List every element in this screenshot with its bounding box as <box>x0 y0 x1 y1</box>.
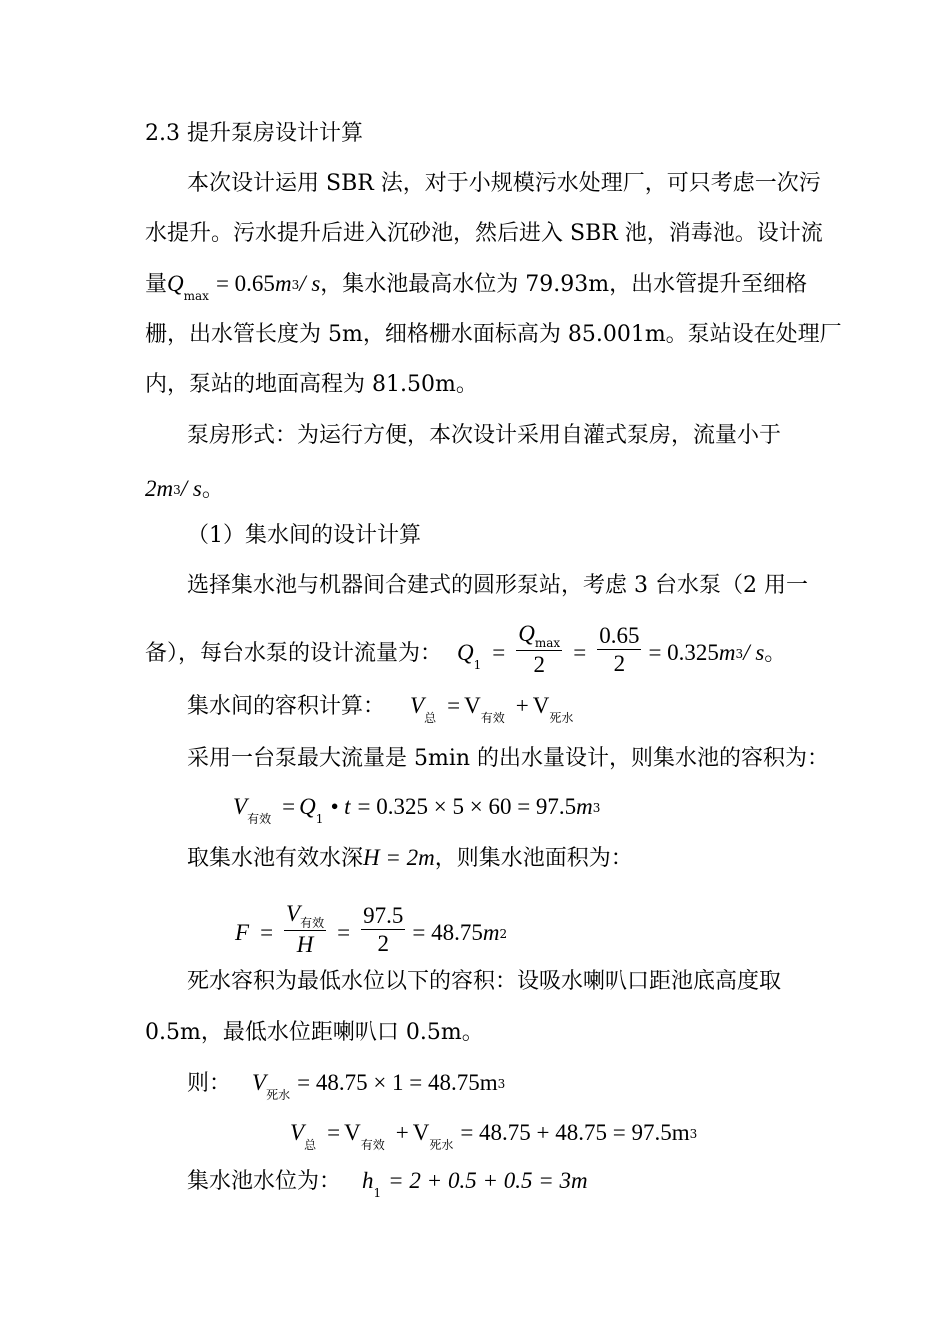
equation <box>187 1068 505 1101</box>
math-unit: m <box>274 271 292 296</box>
math-operator: + <box>515 693 529 718</box>
text: 集水池水位为： <box>187 1169 342 1194</box>
math-symbol: V <box>344 1120 361 1145</box>
math-subscript: 死水 <box>266 1088 291 1102</box>
text: 。 <box>764 641 787 666</box>
math-operator: = <box>337 920 351 945</box>
fraction-denominator: 2 <box>377 930 389 956</box>
math-symbol: Q <box>167 271 184 296</box>
math-symbol: V <box>532 693 550 718</box>
fraction-denominator: H <box>296 932 314 957</box>
math-symbol: Q <box>457 640 474 665</box>
subsection-heading: （1）集水间的设计计算 <box>187 523 421 548</box>
math-symbol: V <box>464 693 481 718</box>
section-heading: 2.3 提升泵房设计计算 <box>145 121 363 146</box>
math-symbol: V <box>233 794 248 819</box>
math-unit: / s <box>743 640 765 665</box>
math-symbol: V <box>252 1070 267 1095</box>
text: 。 <box>201 477 224 502</box>
math-superscript: 3 <box>173 483 181 497</box>
math-expression: • t <box>330 794 351 819</box>
math-subscript: max <box>183 289 209 303</box>
fraction <box>284 901 326 959</box>
math-subscript: 1 <box>315 812 324 826</box>
math-superscript: 3 <box>497 1077 506 1091</box>
paragraph-line: 死水容积为最低水位以下的容积：设吸水喇叭口距池底高度取 <box>187 969 782 994</box>
equation <box>187 1166 588 1199</box>
math-unit: / s <box>299 271 321 296</box>
text: ，则集水池面积为： <box>434 846 633 871</box>
math-expression: = 48.75 × 1 = 48.75m <box>297 1070 498 1095</box>
math-expression: = 2 + 0.5 + 0.5 = 3m <box>388 1168 588 1193</box>
paragraph-line-with-math <box>145 474 224 507</box>
math-subscript: max <box>534 636 561 650</box>
equation <box>233 792 600 825</box>
text: ，集水池最高水位为 79.93m，出水管提升至细格 <box>320 272 808 297</box>
math-subscript: 有效 <box>360 1138 385 1152</box>
math-superscript: 3 <box>735 647 744 661</box>
math-symbol: V <box>290 1120 305 1145</box>
fraction-numerator: 97.5 <box>363 902 404 928</box>
math-subscript: 总 <box>424 711 437 725</box>
math-symbol: h <box>362 1168 374 1193</box>
text: 量 <box>145 272 168 297</box>
math-subscript: 有效 <box>300 916 325 930</box>
math-operator: = <box>260 920 274 945</box>
paragraph-line-with-math <box>145 621 787 683</box>
paragraph-line-with-math <box>145 269 807 302</box>
paragraph-line-with-math <box>187 691 573 724</box>
math-expression: = 48.75 + 48.75 = 97.5m <box>460 1120 690 1145</box>
math-subscript: 死水 <box>429 1138 454 1152</box>
math-operator: + <box>395 1120 409 1145</box>
math-unit: / s <box>180 476 202 501</box>
paragraph-line: 本次设计运用 SBR 法，对于小规模污水处理厂，可只考虑一次污 <box>187 171 821 196</box>
math-subscript: 死水 <box>549 711 574 725</box>
math-superscript: 3 <box>291 278 300 292</box>
math-symbol: V <box>410 693 425 718</box>
math-subscript: 有效 <box>480 711 505 725</box>
math-value: = 0.325 <box>648 640 719 665</box>
math-symbol: V <box>412 1120 430 1145</box>
fraction <box>361 903 405 958</box>
text: 则： <box>187 1071 232 1096</box>
paragraph-line: 0.5m，最低水位距喇叭口 0.5m。 <box>145 1020 484 1045</box>
paragraph-line: 栅，出水管长度为 5m，细格栅水面标高为 85.001m。泵站设在处理厂 <box>145 322 842 347</box>
paragraph-line-with-math <box>187 843 633 874</box>
fraction-numerator: V <box>286 901 301 926</box>
text: 备），每台水泵的设计流量为： <box>145 641 443 666</box>
fraction-denominator: 2 <box>613 650 626 676</box>
math-operator: = <box>492 640 506 665</box>
math-value: = 0.65 <box>215 271 275 296</box>
fraction-denominator: 2 <box>533 652 545 677</box>
fraction <box>597 623 641 678</box>
math-value: = 48.75 <box>412 920 483 945</box>
math-expression: = 0.325 × 5 × 60 = 97.5 <box>357 794 577 819</box>
math-subscript: 1 <box>473 658 482 672</box>
math-subscript: 1 <box>373 1186 382 1200</box>
fraction-numerator: 0.65 <box>599 622 640 648</box>
math-superscript: 3 <box>689 1127 698 1141</box>
paragraph-line: 选择集水池与机器间合建式的圆形泵站，考虑 3 台水泵（2 用一 <box>187 573 808 598</box>
math-operator: = <box>282 794 296 819</box>
paragraph-line: 采用一台泵最大流量是 5min 的出水量设计，则集水池的容积为： <box>187 746 830 771</box>
math-superscript: 3 <box>592 801 601 815</box>
math-expression: H = 2m <box>363 845 435 870</box>
math-unit: m <box>576 794 593 819</box>
paragraph-line: 水提升。污水提升后进入沉砂池，然后进入 SBR 池，消毒池。设计流 <box>145 221 823 246</box>
math-symbol: Q <box>299 794 316 819</box>
math-operator: = <box>447 693 461 718</box>
fraction <box>516 621 562 679</box>
math-subscript: 有效 <box>247 812 272 826</box>
equation <box>235 901 508 963</box>
fraction-numerator: Q <box>518 621 535 646</box>
math-value: 2m <box>145 476 174 501</box>
math-subscript: 总 <box>304 1138 317 1152</box>
math-operator: = <box>573 640 587 665</box>
math-superscript: 2 <box>499 927 508 941</box>
math-operator: = <box>327 1120 341 1145</box>
math-symbol: F <box>235 920 250 945</box>
text: 集水间的容积计算： <box>187 694 386 719</box>
paragraph-line: 内，泵站的地面高程为 81.50m。 <box>145 372 478 397</box>
equation <box>290 1118 697 1151</box>
text: 取集水池有效水深 <box>187 846 364 871</box>
math-unit: m <box>718 640 736 665</box>
math-unit: m <box>482 920 500 945</box>
paragraph-line: 泵房形式：为运行方便，本次设计采用自灌式泵房，流量小于 <box>187 423 782 448</box>
